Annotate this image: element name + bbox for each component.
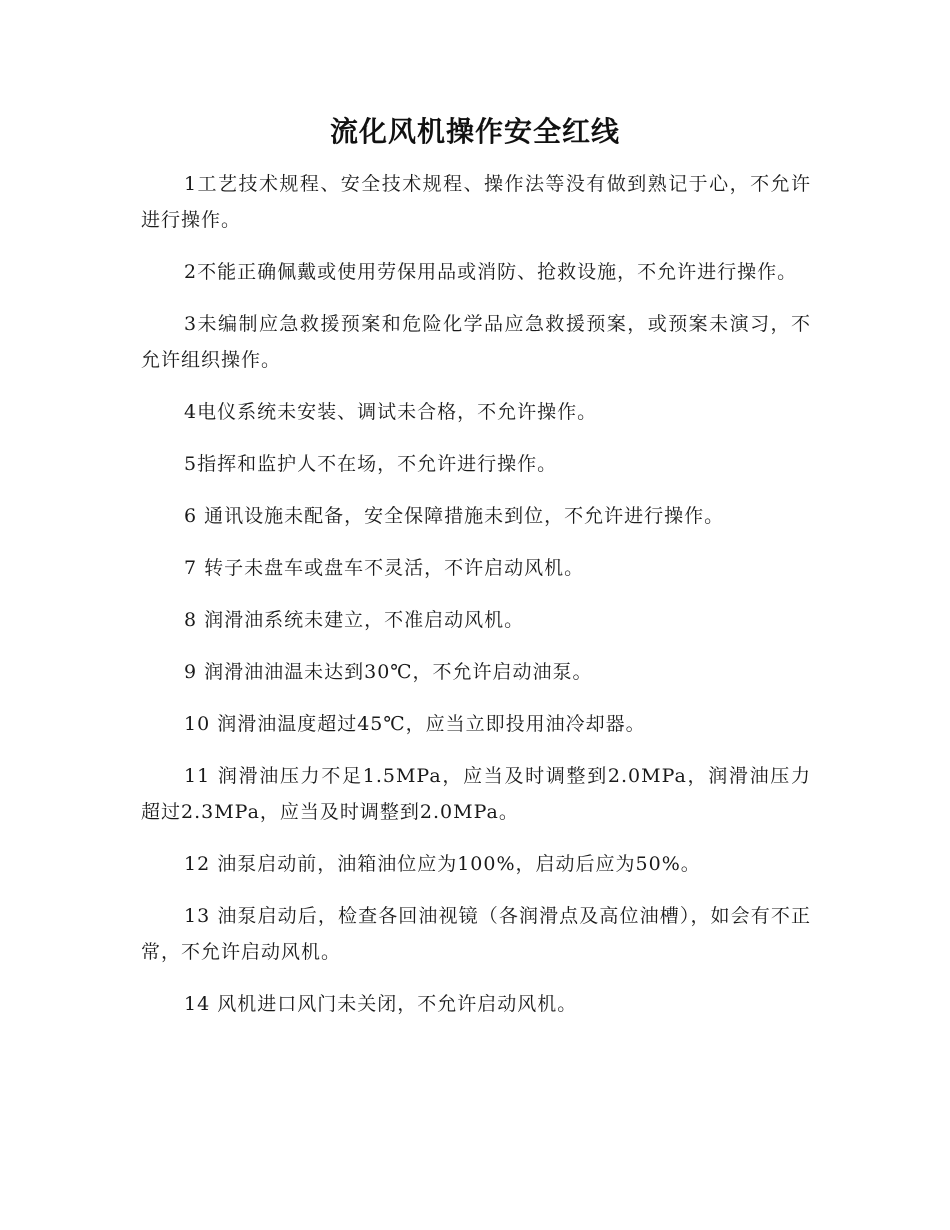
rule-paragraph: 1工艺技术规程、安全技术规程、操作法等没有做到熟记于心，不允许进行操作。 <box>141 173 811 231</box>
rule-paragraph: 12 油泵启动前，油箱油位应为100%，启动后应为50%。 <box>184 853 701 875</box>
rule-paragraph: 5指挥和监护人不在场，不允许进行操作。 <box>184 453 558 475</box>
rule-paragraph: 7 转子未盘车或盘车不灵活，不许启动风机。 <box>184 557 585 579</box>
rule-paragraph: 4电仪系统未安装、调试未合格，不允许操作。 <box>184 401 598 423</box>
rule-paragraph: 2不能正确佩戴或使用劳保用品或消防、抢救设施，不允许进行操作。 <box>184 261 798 283</box>
rule-paragraph: 11 润滑油压力不足1.5MPa，应当及时调整到2.0MPa，润滑油压力超过2.3MPa，应当及时调整到2.0MPa。 <box>141 765 811 823</box>
rule-paragraph: 14 风机进口风门未关闭，不允许启动风机。 <box>184 993 578 1015</box>
rule-paragraph: 13 油泵启动后，检查各回油视镜（各润滑点及高位油槽），如会有不正常，不允许启动风机。 <box>141 905 811 963</box>
rule-paragraph: 10 润滑油温度超过45℃，应当立即投用油冷却器。 <box>184 713 646 735</box>
rule-paragraph: 8 润滑油系统未建立，不准启动风机。 <box>184 609 525 631</box>
rule-paragraph: 3未编制应急救援预案和危险化学品应急救援预案，或预案未演习，不允许组织操作。 <box>141 313 811 371</box>
rule-paragraph: 9 润滑油油温未达到30℃，不允许启动油泵。 <box>184 661 593 683</box>
rule-paragraph: 6 通讯设施未配备，安全保障措施未到位，不允许进行操作。 <box>184 505 725 527</box>
document-title: 流化风机操作安全红线 <box>329 115 620 148</box>
document-body <box>141 166 811 1038</box>
